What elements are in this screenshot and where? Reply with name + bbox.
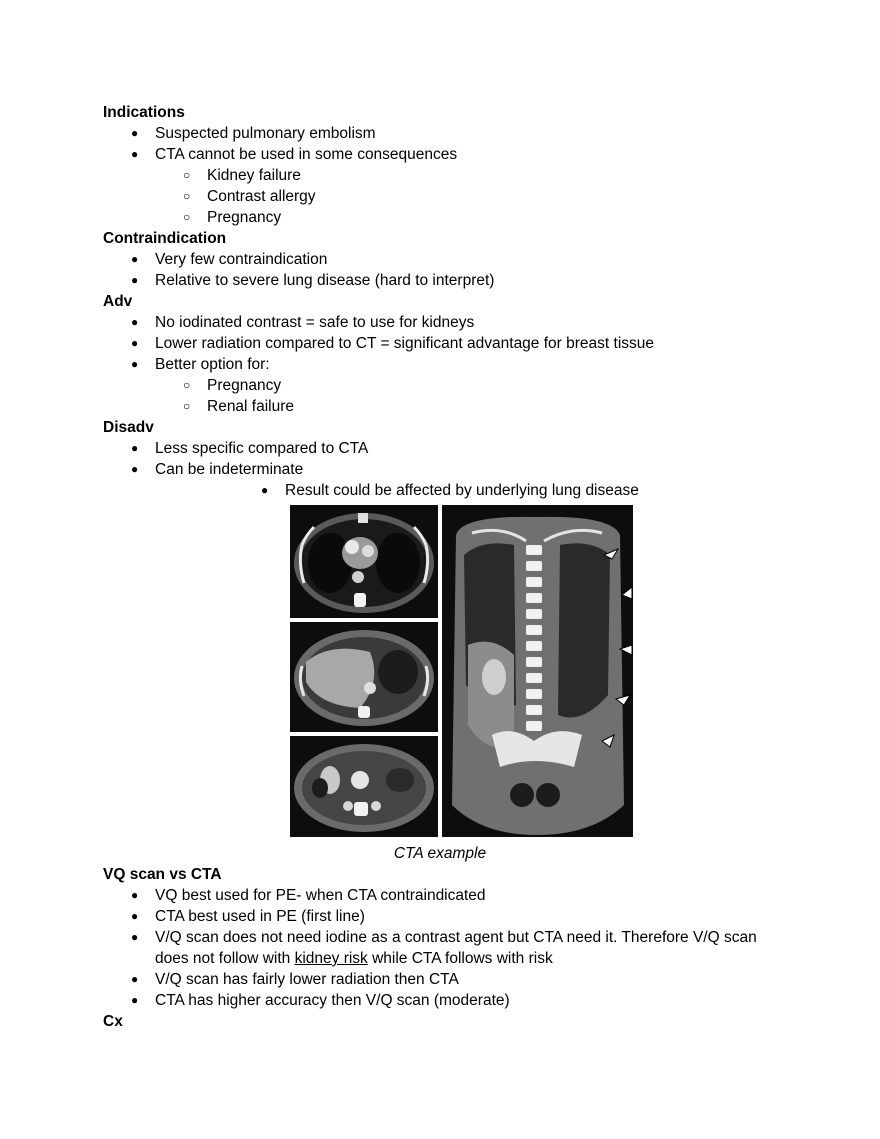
sub-bullet-item: ○ Kidney failure (207, 165, 301, 186)
bullet-item: ● V/Q scan has fairly lower radiation then CTA (155, 969, 459, 990)
bullet-item: ● No iodinated contrast = safe to use for kidneys (155, 312, 474, 333)
bullet-item: ● Better option for: (155, 354, 270, 375)
sub-bullet-item: ○ Renal failure (207, 396, 294, 417)
ct-axial-upper-abdomen-image (290, 622, 438, 732)
text-segment: while CTA follows with risk (367, 950, 553, 967)
sub-bullet-item: ○ Pregnancy (207, 375, 281, 396)
figure-caption: CTA example (393, 845, 487, 862)
bullet-item: ● CTA has higher accuracy then V/Q scan (moderate) (155, 990, 510, 1011)
ct-axial-chest-image (290, 505, 438, 618)
sub-bullet-item: ○ Pregnancy (207, 207, 281, 228)
bullet-item: ● Very few contraindication (155, 249, 327, 270)
text-segment: does not follow with (155, 950, 295, 967)
bullet-item: ● CTA best used in PE (first line) (155, 906, 365, 927)
heading-adv: Adv (103, 293, 133, 310)
bullet-item: ● Suspected pulmonary embolism (155, 123, 376, 144)
underlined-text: kidney risk (294, 950, 368, 967)
ct-coronal-image (442, 505, 633, 837)
heading-disadv: Disadv (103, 419, 154, 436)
bullet-item: ● Relative to severe lung disease (hard to interpret) (155, 270, 494, 291)
bullet-item: ● Result could be affected by underlying lung disease (285, 480, 639, 501)
heading-vq-scan-vs-cta: VQ scan vs CTA (103, 866, 222, 883)
heading-indications: Indications (103, 104, 185, 121)
ct-axial-lower-abdomen-image (290, 736, 438, 837)
bullet-item: ● Can be indeterminate (155, 459, 303, 480)
heading-contraindication: Contraindication (103, 230, 227, 247)
bullet-item: ● Lower radiation compared to CT = significant advantage for breast tissue (155, 333, 654, 354)
bullet-item: ● CTA cannot be used in some consequences (155, 144, 457, 165)
bullet-item-continuation (155, 948, 553, 969)
cta-example-figure (290, 505, 633, 837)
bullet-item: ● VQ best used for PE- when CTA contraindicated (155, 885, 486, 906)
bullet-item: ● Less specific compared to CTA (155, 438, 368, 459)
bullet-item: ● V/Q scan does not need iodine as a contrast agent but CTA need it. Therefore V/Q scan (155, 927, 757, 948)
heading-cx: Cx (103, 1013, 123, 1030)
sub-bullet-item: ○ Contrast allergy (207, 186, 316, 207)
